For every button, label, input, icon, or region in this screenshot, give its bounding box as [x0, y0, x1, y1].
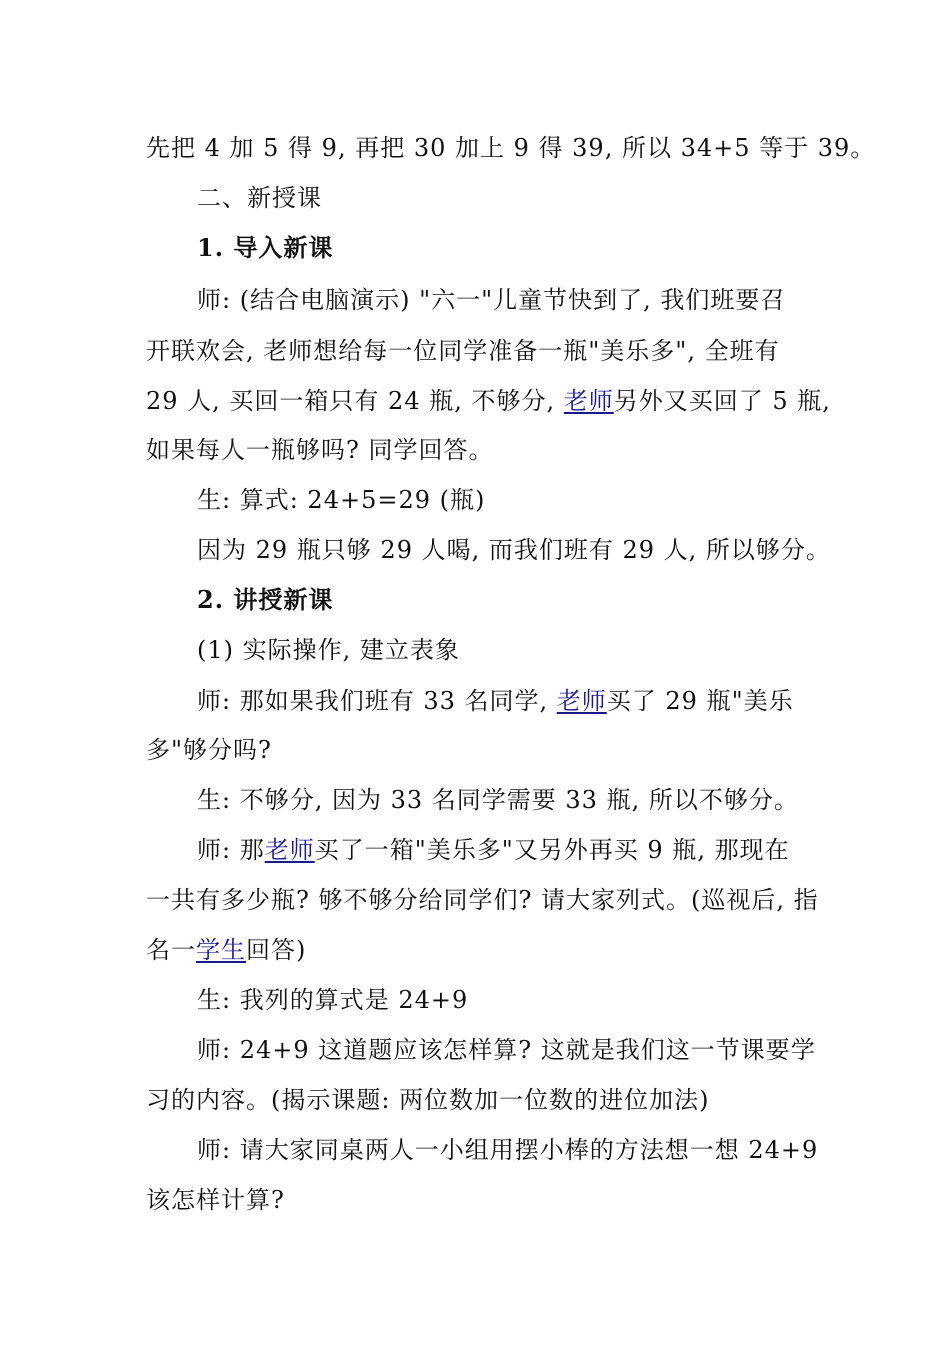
text-line: (1) 实际操作, 建立表象 [197, 636, 460, 664]
text-line [197, 684, 794, 718]
text-line: 师: 请大家同桌两人一小组用摆小棒的方法想一想 24+9 [197, 1136, 819, 1164]
text-line [146, 933, 306, 967]
text-line: 该怎样计算? [146, 1186, 285, 1214]
text-line: 如果每人一瓶够吗? 同学回答。 [146, 436, 494, 464]
teacher-link[interactable]: 老师 [264, 836, 315, 864]
text-line: 习的内容。(揭示课题: 两位数加一位数的进位加法) [146, 1086, 710, 1114]
text-span: 回答) [246, 936, 307, 964]
text-line: 师: 24+9 这道题应该怎样算? 这就是我们这一节课要学 [197, 1036, 816, 1064]
teacher-link[interactable]: 老师 [556, 687, 607, 715]
section-heading: 二、新授课 [197, 184, 322, 212]
text-span: 师: 那 [197, 836, 265, 864]
text-span: 买了 29 瓶"美乐 [606, 687, 794, 715]
text-line [146, 384, 831, 418]
subsection-heading: 1. 导入新课 [197, 233, 334, 262]
teacher-link[interactable]: 老师 [563, 387, 614, 415]
text-span: 29 人, 买回一箱只有 24 瓶, 不够分, [146, 387, 564, 415]
text-line [197, 833, 790, 867]
text-line: 师: (结合电脑演示) "六一"儿童节快到了, 我们班要召 [197, 286, 786, 314]
text-line: 先把 4 加 5 得 9, 再把 30 加上 9 得 39, 所以 34+5 等于 39。 [146, 134, 876, 162]
subsection-heading: 2. 讲授新课 [197, 585, 334, 614]
text-span: 名一 [146, 936, 196, 964]
text-span: 买了一箱"美乐多"又另外再买 9 瓶, 那现在 [314, 836, 790, 864]
text-line: 生: 我列的算式是 24+9 [197, 986, 469, 1014]
text-span: 师: 那如果我们班有 33 名同学, [197, 687, 557, 715]
text-span: 另外又买回了 5 瓶, [613, 387, 831, 415]
text-line: 开联欢会, 老师想给每一位同学准备一瓶"美乐多", 全班有 [146, 337, 780, 365]
student-link[interactable]: 学生 [196, 936, 246, 964]
text-line: 生: 不够分, 因为 33 名同学需要 33 瓶, 所以不够分。 [197, 786, 799, 814]
text-line: 一共有多少瓶? 够不够分给同学们? 请大家列式。(巡视后, 指 [146, 886, 819, 914]
text-line: 生: 算式: 24+5=29 (瓶) [197, 486, 486, 514]
text-line: 因为 29 瓶只够 29 人喝, 而我们班有 29 人, 所以够分。 [197, 536, 831, 564]
text-line: 多"够分吗? [146, 736, 272, 764]
